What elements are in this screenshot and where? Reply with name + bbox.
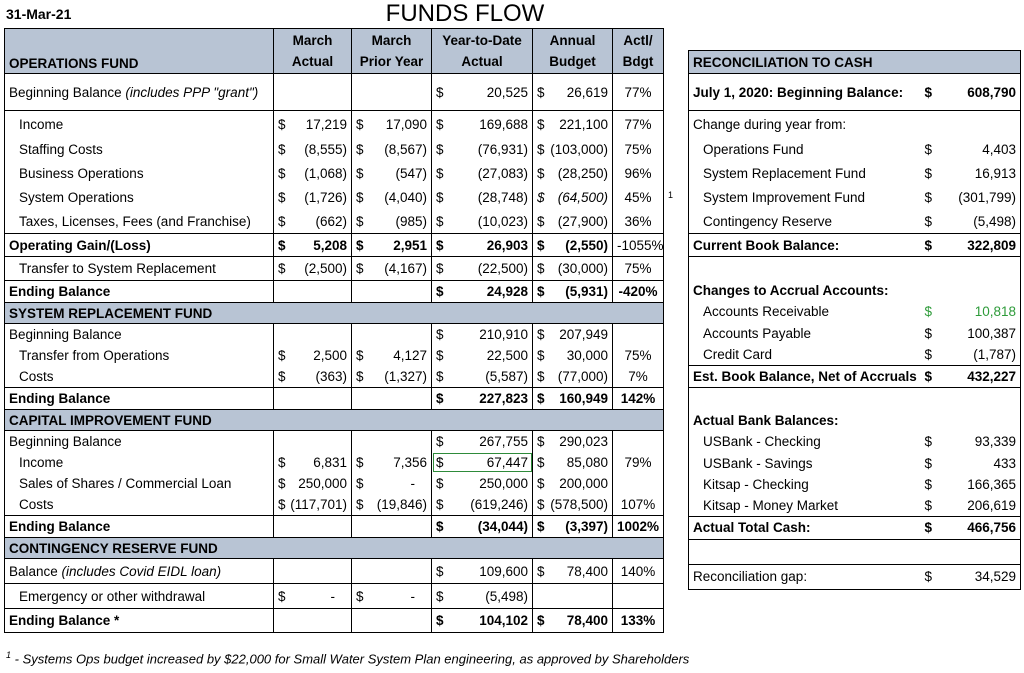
col-ytd-actual: Year-to-Date Actual [432,29,533,74]
crf-end-row: Ending Balance * $ 104,102 $ 78,400 133% [5,609,664,633]
col-annual-budget: Annual Budget [533,29,613,74]
cif-begin-row: Beginning Balance $ 267,755 $ 290,023 [5,431,664,453]
ops-staffing-row: Staffing Costs $ (8,555) $ (8,567) $ (76,931) $ (103,000) 75% [5,137,664,161]
ops-business-row: Business Operations $ (1,068) $ (547) $ (27,083) $ (28,250) 96% [5,161,664,185]
reconciliation-table [688,50,1021,590]
recon-bank-row: USBank - Checking $ 93,339 [703,434,1017,450]
crf-header-row [5,538,664,559]
recon-accrual-row: Accounts Payable $ 100,387 [703,325,1017,341]
ops-end-row: Ending Balance $ 24,928 $ (5,931) -420% [5,281,664,303]
column-header-row [5,29,664,74]
selected-cell[interactable]: $ 67,447 [432,452,533,473]
cif-costs-row: Costs $ (117,701) $ (19,846) $ (619,246) $ (578,500) 107% [5,494,664,516]
report-date: 31-Mar-21 [6,6,72,22]
srf-transfer-row: Transfer from Operations $ 2,500 $ 4,127 $ 22,500 $ 30,000 75% [5,345,664,366]
recon-spacer [689,539,1021,564]
recon-accrual-label: Changes to Accrual Accounts: [693,283,889,299]
col-march-actual: March Actual [274,29,352,74]
ops-income-row: Income $ 17,219 $ 17,090 $ 169,688 $ 221,100 77% [5,111,664,138]
ops-system-row: System Operations $ (1,726) $ (4,040) $ (28,748) $ (64,500) 45% [5,185,664,209]
funds-flow-table [4,28,664,633]
recon-book-row: Current Book Balance: $ 322,809 [689,234,1021,257]
recon-accrual-row: Accounts Receivable $ 10,818 [703,304,1017,320]
ops-begin-row: Beginning Balance (includes PPP "grant") $ 20,525 $ 26,619 77% [5,74,664,111]
recon-bank-row: Kitsap - Checking $ 166,365 [703,476,1017,492]
page-title: FUNDS FLOW [385,0,545,27]
recon-bank-row: Kitsap - Money Market $ 206,619 [703,498,1017,514]
section-title: SYSTEM REPLACEMENT FUND [5,303,274,324]
ops-transfer-row: Transfer to System Replacement $ (2,500) $ (4,167) $ (22,500) $ (30,000) 75% [5,257,664,281]
recon-bank-label: Actual Bank Balances: [693,412,839,428]
section-title: OPERATIONS FUND [5,29,274,74]
recon-spacer [689,257,1021,281]
srf-costs-row: Costs $ (363) $ (1,327) $ (5,587) $ (77,000) 7% [5,366,664,388]
recon-gap-row: Reconciliation gap: $ 34,529 [689,564,1021,589]
recon-change-label: Change during year from: [689,111,1021,138]
cif-end-row: Ending Balance $ (34,044) $ (3,397) 1002% [5,516,664,538]
crf-balance-row: Balance (includes Covid EIDL loan) $ 109,600 $ 78,400 140% [5,559,664,584]
recon-spacer [689,388,1021,410]
srf-header-row [5,303,664,324]
ops-gain-row: Operating Gain/(Loss) $ 5,208 $ 2,951 $ 26,903 $ (2,550) -1055% [5,234,664,257]
srf-begin-row: Beginning Balance $ 210,910 $ 207,949 [5,324,664,346]
recon-est-row: Est. Book Balance, Net of Accruals $ 432,227 [689,366,1021,388]
cif-header-row [5,410,664,431]
recon-bank-row: USBank - Savings $ 433 [703,455,1017,471]
ops-taxes-row: Taxes, Licenses, Fees (and Franchise) $ (662) $ (985) $ (10,023) $ (27,900) 36% [5,209,664,234]
recon-change-row: Operations Fund $ 4,403 [703,141,1017,157]
recon-total-row: Actual Total Cash: $ 466,756 [689,517,1021,539]
cif-sales-row: Sales of Shares / Commercial Loan $ 250,000 $ - $ 250,000 $ 200,000 [5,473,664,494]
recon-change-row: Contingency Reserve $ (5,498) [703,213,1017,229]
crf-withdraw-row: Emergency or other withdrawal $ - $ - $ (5,498) [5,584,664,609]
recon-change-row: System Replacement Fund $ 16,913 [703,165,1017,181]
srf-end-row: Ending Balance $ 227,823 $ 160,949 142% [5,388,664,410]
col-march-prior-year: March Prior Year [352,29,432,74]
section-title: CONTINGENCY RESERVE FUND [5,538,274,559]
footnote-marker: 1 [668,190,674,200]
recon-begin-row: July 1, 2020: Beginning Balance: $ 608,790 [693,84,1017,100]
recon-header-row [689,51,1021,74]
recon-change-row: System Improvement Fund $ (301,799) [703,189,1017,205]
cif-income-row: Income $ 6,831 $ 7,356 $ 67,447 $ 85,080 79% [5,452,664,473]
recon-title: RECONCILIATION TO CASH [689,51,1021,74]
col-actual-vs-budget: Actl/ Bdgt [613,29,664,74]
section-title: CAPITAL IMPROVEMENT FUND [5,410,274,431]
recon-accrual-row: Credit Card $ (1,787) [703,347,1017,363]
footnote: $^1$ - Systems Ops budget increased by $22,000 for Small Water System Plan engineering, as approved by Shareholders [6,650,690,667]
